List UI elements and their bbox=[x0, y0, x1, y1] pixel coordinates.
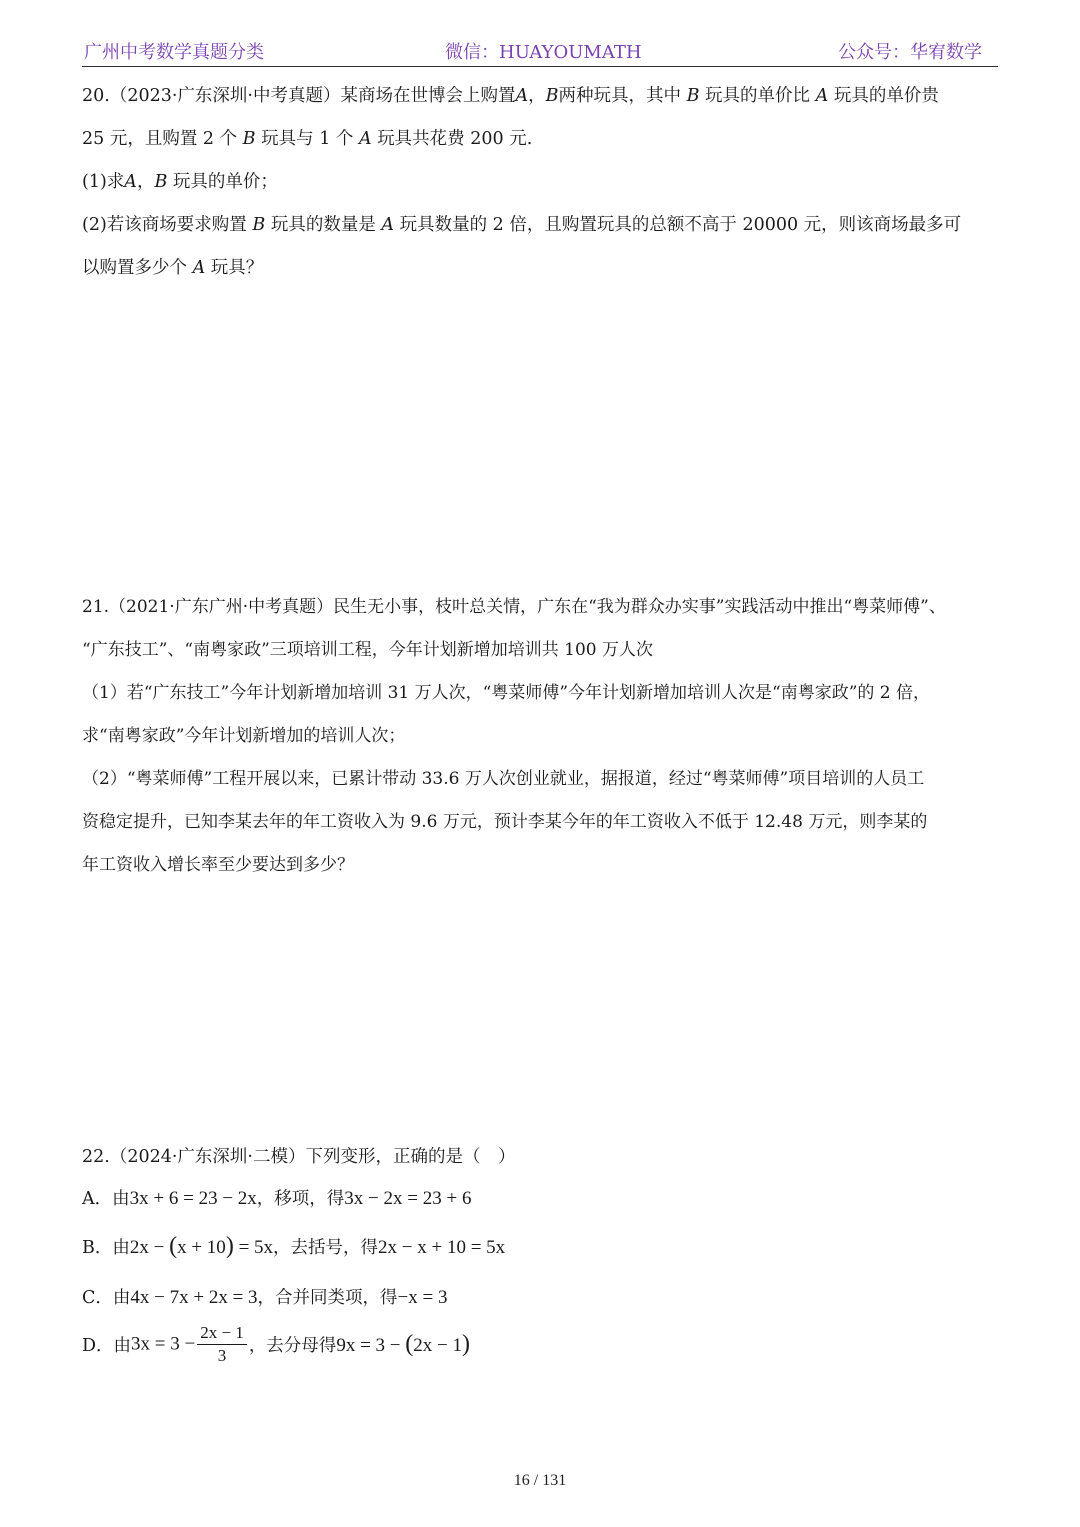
option-d-equation-1: 3x = 3 − bbox=[131, 1333, 196, 1355]
option-c-equation-1: 4x − 7x + 2x = 3 bbox=[130, 1287, 258, 1308]
q21-line-2: “广东技工”、“南粤家政”三项培训工程，今年计划新增加培训共 100 万人次 bbox=[82, 640, 654, 660]
page-number: 16 / 131 bbox=[513, 1472, 567, 1489]
q20-part-1: (1)求A，B 玩具的单价； bbox=[82, 172, 278, 192]
q22-option-a[interactable]: A．由3x + 6 = 23 − 2x，移项，得3x − 2x = 23 + 6 bbox=[82, 1188, 472, 1209]
q22-option-c[interactable]: C．由4x − 7x + 2x = 3，合并同类项，得−x = 3 bbox=[82, 1287, 448, 1308]
q20-line-2: 25 元，且购置 2 个 B 玩具与 1 个 A 玩具共花费 200 元. bbox=[82, 129, 533, 149]
option-a-equation-1: 3x + 6 = 23 − 2x bbox=[129, 1188, 257, 1209]
q21-part-2: （2）“粤菜师傅”工程开展以来，已累计带动 33.6 万人次创业就业，据报道，经过“粤菜师傅”项目培训的人员工 bbox=[82, 769, 925, 789]
q21-part-1-cont: 求“南粤家政”今年计划新增加的培训人次； bbox=[82, 726, 406, 746]
option-c-equation-2: −x = 3 bbox=[397, 1287, 448, 1308]
header-wechat: 微信：HUAYOUMATH bbox=[445, 42, 642, 63]
q20-part-2-cont: 以购置多少个 A 玩具？ bbox=[82, 258, 264, 278]
page-header bbox=[82, 36, 998, 67]
header-series-title: 广州中考数学真题分类 bbox=[84, 42, 264, 63]
q20-part-2: (2)若该商场要求购置 B 玩具的数量是 A 玩具数量的 2 倍，且购置玩具的总额不高于 20000 元，则该商场最多可 bbox=[82, 215, 962, 235]
q21-part-2-cont-1: 资稳定提升，已知李某去年的年工资收入为 9.6 万元，预计李某今年的年工资收入不低于 12.48 万元，则李某的 bbox=[82, 812, 928, 832]
q21-part-2-cont-2: 年工资收入增长率至少要达到多少？ bbox=[82, 855, 354, 875]
option-d-fraction: $\frac{2x - 1}{3}$ bbox=[197, 1322, 247, 1367]
option-b-equation-2: 2x − x + 10 = 5x bbox=[378, 1237, 506, 1258]
q21-line-1: 21.（2021·广东广州·中考真题）民生无小事，枝叶总关情，广东在“我为群众办实事”实践活动中推出“粤菜师傅”、 bbox=[82, 597, 946, 617]
option-a-equation-2: 3x − 2x = 23 + 6 bbox=[344, 1188, 472, 1209]
header-official-account: 公众号：华宥数学 bbox=[838, 42, 982, 63]
q21-part-1: （1）若“广东技工”今年计划新增加培训 31 万人次，“粤菜师傅”今年计划新增加培训人次是“南粤家政”的 2 倍， bbox=[82, 683, 931, 703]
option-d-equation-2: 9x = 3 − (2x − 1) bbox=[336, 1331, 470, 1357]
q22-stem: 22.（2024·广东深圳·二模）下列变形，正确的是（ ） bbox=[82, 1147, 516, 1167]
option-b-equation-1: 2x − (x + 10) = 5x bbox=[129, 1233, 274, 1259]
q22-option-d[interactable]: D．由3x = 3 − $\frac{2x - 1}{3}$ ，去分母得9x = 3 − (2x − 1) bbox=[82, 1323, 470, 1365]
q22-option-b[interactable]: B．由2x − (x + 10) = 5x，去括号，得2x − x + 10 = 5x bbox=[82, 1233, 506, 1259]
q20-line-1: 20.（2023·广东深圳·中考真题）某商场在世博会上购置A，B两种玩具，其中 B 玩具的单价比 A 玩具的单价贵 bbox=[82, 86, 939, 106]
